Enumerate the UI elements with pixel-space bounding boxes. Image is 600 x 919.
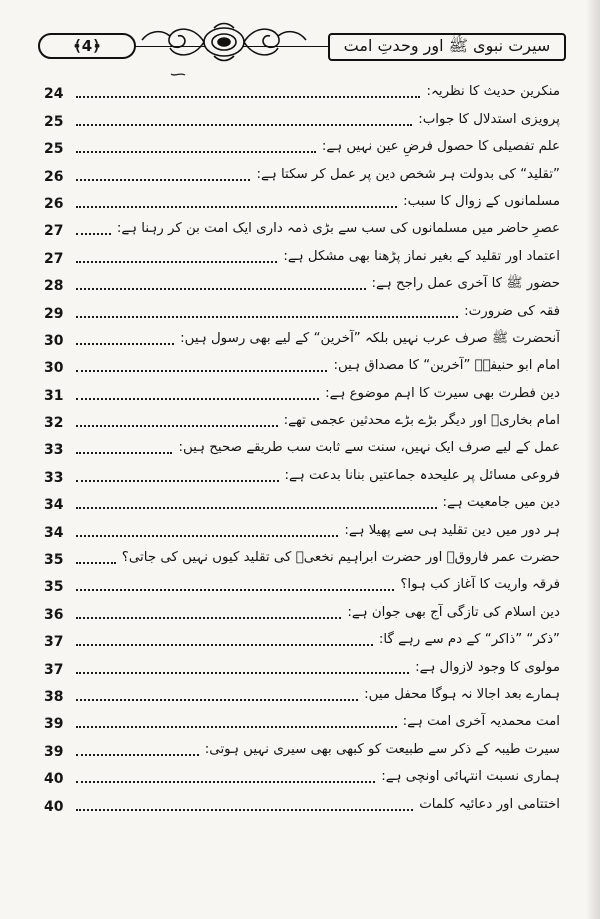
- toc-page-number: 33: [44, 469, 64, 486]
- toc-entry: [44, 295, 560, 322]
- toc-page-number: 34: [44, 497, 64, 514]
- toc-dot-leader: [76, 151, 316, 153]
- toc-entry: [44, 514, 560, 541]
- toc-page-number: 39: [44, 743, 64, 760]
- toc-entry-title: اعتماد اور تقلید کے بغیر نماز پڑھنا بھی مشکل ہے:: [283, 248, 560, 264]
- table-of-contents: [44, 76, 560, 816]
- running-title: سیرت نبوی ﷺ اور وحدتِ امت: [343, 35, 551, 55]
- toc-entry-title: پرویزی استدلال کا جواب:: [418, 111, 560, 127]
- toc-page-number: 36: [44, 606, 64, 623]
- toc-entry-title: امام بخاریؒ اور دیگر بڑے بڑے محدثین عجمی تھے:: [283, 413, 560, 429]
- toc-entry: [44, 131, 560, 158]
- toc-entry: [44, 596, 560, 623]
- toc-entry-title: مسلمانوں کے زوال کا سبب:: [403, 193, 560, 209]
- toc-entry: [44, 679, 560, 706]
- toc-entry-title: امام ابو حنیفہؒ ”آخرین“ کا مصداق ہیں:: [333, 358, 560, 374]
- toc-page-number: 37: [44, 661, 64, 678]
- toc-entry: [44, 733, 560, 760]
- toc-dot-leader: [76, 370, 327, 372]
- toc-dot-leader: [76, 425, 278, 427]
- toc-entry: [44, 103, 560, 130]
- toc-entry: [44, 432, 560, 459]
- toc-page-number: 30: [44, 360, 64, 377]
- toc-entry-title: ہر دور میں دین تقلید ہی سے پھیلا ہے:: [344, 522, 560, 538]
- toc-dot-leader: [76, 699, 358, 701]
- toc-entry: [44, 405, 560, 432]
- toc-entry-title: فروعی مسائل پر علیحدہ جماعتیں بنانا بدعت ہے:: [284, 467, 560, 483]
- toc-entry-title: ہماری نسبت انتہائی اونچی ہے:: [381, 769, 560, 785]
- toc-entry: [44, 487, 560, 514]
- toc-dot-leader: [76, 452, 172, 454]
- toc-entry-title: ”تقلید“ کی بدولت ہر شخص دین پر عمل کر سکتا ہے:: [256, 166, 560, 182]
- toc-page-number: 27: [44, 223, 64, 240]
- toc-page-number: 29: [44, 305, 64, 322]
- toc-page-number: 30: [44, 332, 64, 349]
- toc-dot-leader: [76, 617, 341, 619]
- toc-entry: [44, 624, 560, 651]
- toc-page-number: 33: [44, 442, 64, 459]
- toc-entry: [44, 213, 560, 240]
- toc-entry-title: دین میں جامعیت ہے:: [442, 495, 560, 511]
- toc-entry: [44, 706, 560, 733]
- toc-entry-title: عصرِ حاضر میں مسلمانوں کی سب سے بڑی ذمہ داری ایک امت بن کر رہنا ہے:: [116, 221, 560, 237]
- toc-entry-title: منکرین حدیث کا نظریہ:: [426, 84, 560, 100]
- toc-dot-leader: [76, 233, 111, 235]
- toc-entry: [44, 350, 560, 377]
- toc-entry: [44, 323, 560, 350]
- toc-entry: [44, 76, 560, 103]
- toc-entry-title: ہمارے بعد اجالا نہ ہوگا محفل میں:: [364, 686, 560, 702]
- page-header: [38, 18, 566, 66]
- toc-page-number: 37: [44, 634, 64, 651]
- toc-entry-title: حضور ﷺ کا آخری عمل راجح ہے:: [371, 276, 560, 292]
- toc-page-number: 26: [44, 195, 64, 212]
- toc-entry: [44, 542, 560, 569]
- toc-page-number: 38: [44, 688, 64, 705]
- toc-entry: [44, 158, 560, 185]
- toc-entry: [44, 459, 560, 486]
- toc-page-number: 39: [44, 716, 64, 733]
- page-number: ﴾4﴿: [72, 37, 101, 55]
- toc-page-number: 32: [44, 415, 64, 432]
- toc-dot-leader: [76, 781, 375, 783]
- toc-dot-leader: [76, 343, 174, 345]
- toc-entry-title: دین فطرت بھی سیرت کا اہم موضوع ہے:: [325, 385, 560, 401]
- page-number-badge: [38, 33, 136, 59]
- toc-page-number: 26: [44, 168, 64, 185]
- toc-entry: [44, 788, 560, 815]
- toc-dot-leader: [76, 754, 199, 756]
- toc-entry: [44, 651, 560, 678]
- toc-entry-title: ”ذکر“ ”ذاکر“ کے دم سے رہے گا:: [378, 632, 560, 648]
- toc-dot-leader: [76, 589, 394, 591]
- toc-dot-leader: [76, 507, 437, 509]
- running-title-box: [328, 33, 566, 61]
- toc-page-number: 27: [44, 250, 64, 267]
- toc-dot-leader: [76, 261, 277, 263]
- toc-entry: [44, 240, 560, 267]
- toc-dot-leader: [76, 809, 413, 811]
- toc-page-number: 34: [44, 524, 64, 541]
- toc-entry-title: فقہ کی ضرورت:: [464, 303, 560, 319]
- toc-page-number: 35: [44, 552, 64, 569]
- toc-entry-title: علم تفصیلی کا حصول فرضِ عین نہیں ہے:: [321, 139, 560, 155]
- toc-dot-leader: [76, 562, 116, 564]
- toc-page-number: 25: [44, 141, 64, 158]
- toc-entry: [44, 377, 560, 404]
- toc-entry-title: عمل کے لیے صرف ایک نہیں، سنت سے ثابت سب طریقے صحیح ہیں:: [178, 440, 560, 456]
- toc-entry-title: دین اسلام کی تازگی آج بھی جوان ہے:: [347, 604, 560, 620]
- toc-dot-leader: [76, 644, 373, 646]
- decorative-scroll-ornament-icon: [134, 18, 314, 66]
- toc-entry: [44, 268, 560, 295]
- toc-entry-title: فرقہ واریت کا آغاز کب ہوا؟: [400, 577, 560, 593]
- toc-dot-leader: [76, 726, 397, 728]
- toc-dot-leader: [76, 96, 420, 98]
- toc-dot-leader: [76, 398, 319, 400]
- toc-dot-leader: [76, 206, 397, 208]
- toc-entry-title: اختتامی اور دعائیہ کلمات: [419, 796, 560, 812]
- toc-entry-title: امت محمدیہ آخری امت ہے:: [402, 714, 560, 730]
- toc-dot-leader: [76, 288, 366, 290]
- toc-page-number: 40: [44, 771, 64, 788]
- toc-entry-title: حضرت عمر فاروقؓ اور حضرت ابراہیم نخعیؒ کی تقلید کیوں نہیں کی جاتی؟: [121, 550, 560, 566]
- toc-entry-title: سیرت طیبہ کے ذکر سے طبیعت کو کبھی بھی سیری نہیں ہوتی:: [204, 741, 560, 757]
- toc-dot-leader: [76, 124, 412, 126]
- toc-page-number: 31: [44, 387, 64, 404]
- toc-dot-leader: [76, 535, 338, 537]
- toc-page-number: 28: [44, 278, 64, 295]
- toc-entry: [44, 761, 560, 788]
- toc-page-number: 40: [44, 798, 64, 815]
- toc-dot-leader: [76, 480, 279, 482]
- toc-dot-leader: [76, 316, 458, 318]
- toc-dot-leader: [76, 179, 250, 181]
- toc-entry: [44, 186, 560, 213]
- toc-entry: [44, 569, 560, 596]
- toc-page-number: 25: [44, 113, 64, 130]
- page-edge-shadow: [586, 0, 600, 919]
- toc-page-number: 24: [44, 86, 64, 103]
- toc-entry-title: آنحضرت ﷺ صرف عرب نہیں بلکہ ”آخرین“ کے لیے بھی رسول ہیں:: [180, 330, 560, 346]
- toc-entry-title: مولوی کا وجود لازوال ہے:: [415, 659, 560, 675]
- toc-page-number: 35: [44, 579, 64, 596]
- toc-dot-leader: [76, 672, 409, 674]
